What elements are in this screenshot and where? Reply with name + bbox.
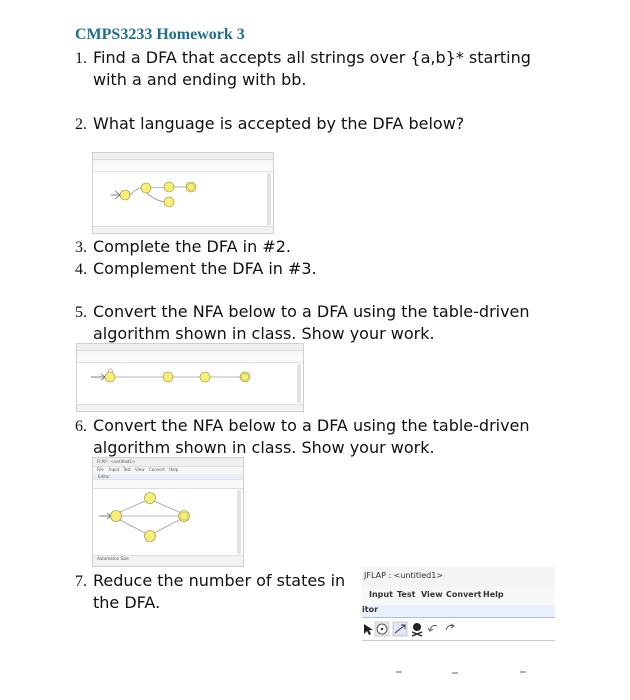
question-number: 1. <box>75 50 87 67</box>
menu-test: Test <box>123 467 131 472</box>
menu-convert: Convert <box>149 467 165 472</box>
question-number: 3. <box>75 239 87 256</box>
question-1 <box>75 47 531 90</box>
question-text-line: Reduce the number of states in <box>93 571 346 590</box>
jflap-screenshot-q5 <box>76 343 304 412</box>
editor-tab-label: Editor <box>98 474 110 479</box>
menu-view[interactable]: View <box>421 590 443 599</box>
self-loop <box>108 369 113 373</box>
jflap-screenshot-q7 <box>362 567 555 677</box>
menu-view: View <box>135 467 145 472</box>
transition-arrow <box>154 520 179 533</box>
transition-arrow <box>154 501 179 512</box>
question-3 <box>75 236 291 258</box>
size-slider-label: Automaton Size <box>97 556 129 561</box>
homework-title: CMPS3233 Homework 3 <box>75 26 245 43</box>
nfa-state <box>105 372 115 382</box>
question-text-line: Convert the NFA below to a DFA using the table-driven <box>93 302 530 321</box>
question-text-line: Complement the DFA in #3. <box>93 259 317 278</box>
dfa-state <box>141 183 151 193</box>
menu-convert[interactable]: Convert <box>446 590 482 599</box>
question-text-line: Complete the DFA in #2. <box>93 237 291 256</box>
question-5 <box>75 301 530 344</box>
dfa-state <box>120 190 130 200</box>
start-arrow <box>111 191 120 199</box>
jflap-screenshot-q2 <box>92 152 274 234</box>
transition-arrow <box>120 501 145 512</box>
question-text-line: the DFA. <box>93 593 161 612</box>
nfa-state <box>163 372 173 382</box>
canvas-edge-marks <box>396 672 526 673</box>
nfa-diagram-q6 <box>93 458 243 566</box>
question-text-line: Find a DFA that accepts all strings over {a,b}* starting <box>93 48 531 67</box>
question-number: 6. <box>75 418 87 435</box>
question-2 <box>75 113 464 135</box>
dfa-diagram-q2 <box>93 153 273 233</box>
menu-help[interactable]: Help <box>483 590 504 599</box>
question-6 <box>75 415 530 458</box>
question-4 <box>75 258 317 280</box>
question-text-line: algorithm shown in class. Show your work. <box>93 438 435 457</box>
menu-file: File <box>97 467 104 472</box>
menu-help: Help <box>169 467 179 472</box>
dfa-state <box>164 197 174 207</box>
menu-test[interactable]: Test <box>397 590 416 599</box>
menu-input: Input <box>109 467 120 472</box>
question-number: 5. <box>75 304 87 321</box>
question-number: 2. <box>75 116 87 133</box>
nfa-state <box>200 372 210 382</box>
question-number: 7. <box>75 573 87 590</box>
question-text-line: Convert the NFA below to a DFA using the table-driven <box>93 416 530 435</box>
question-7 <box>75 570 345 613</box>
editor-tab-label: itor <box>362 605 379 614</box>
window-title: JFLAP : <untitled1> <box>364 571 444 580</box>
question-text-line: algorithm shown in class. Show your work. <box>93 324 435 343</box>
nfa-state <box>145 493 156 504</box>
jflap-screenshot-q6 <box>92 457 244 567</box>
window-title: FLAP : <untitled1> <box>97 459 136 464</box>
question-text-line: What language is accepted by the DFA below? <box>93 114 465 133</box>
nfa-state <box>111 511 122 522</box>
transition-arrow <box>146 192 166 202</box>
menu-input[interactable]: Input <box>369 590 393 599</box>
start-arrow <box>99 513 111 519</box>
transition-arrow <box>120 520 145 533</box>
question-number: 4. <box>75 261 87 278</box>
question-text-line: with a and ending with bb. <box>93 70 307 89</box>
transition-arrow <box>150 187 166 188</box>
dfa-state <box>164 182 174 192</box>
start-arrow <box>91 374 105 380</box>
nfa-state <box>145 531 156 542</box>
nfa-diagram-q5 <box>77 344 303 411</box>
canvas-fragment <box>362 567 555 677</box>
